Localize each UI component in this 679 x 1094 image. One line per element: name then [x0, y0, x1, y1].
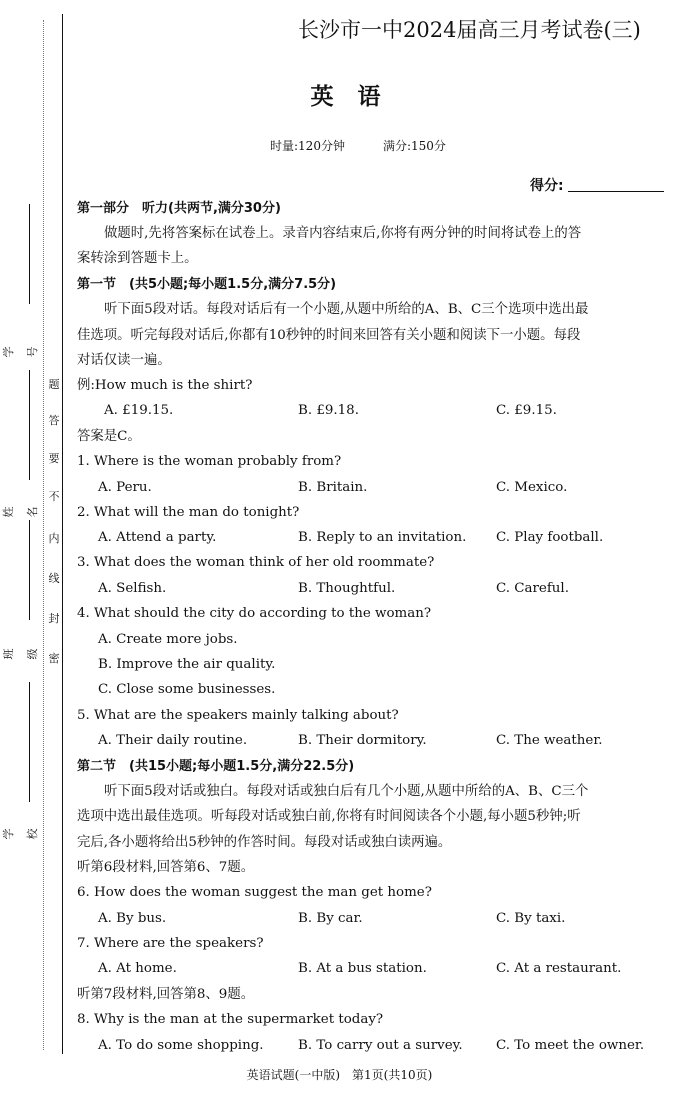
example-answer: 答案是C。	[77, 429, 141, 444]
question-4: 4. What should the city do according to the woman?	[77, 606, 432, 621]
material-7-heading: 听第7段材料,回答第8、9题。	[77, 987, 255, 1002]
score-blank[interactable]	[568, 191, 664, 192]
binding-char: 答	[48, 414, 60, 427]
section1-intro-line: 佳选项。听完每段对话后,你都有10秒钟的时间来回答有关小题和阅读下一小题。每段	[77, 328, 581, 343]
q1-option-c[interactable]: C. Mexico.	[496, 480, 568, 495]
q2-option-a[interactable]: A. Attend a party.	[98, 530, 217, 545]
class-label: 班级	[2, 648, 39, 660]
school-label: 学校	[2, 828, 39, 840]
q4-option-b[interactable]: B. Improve the air quality.	[98, 657, 276, 672]
q8-option-a[interactable]: A. To do some shopping.	[98, 1038, 264, 1053]
question-3: 3. What does the woman think of her old roommate?	[77, 555, 435, 570]
exam-info	[270, 137, 446, 154]
question-2: 2. What will the man do tonight?	[77, 505, 300, 520]
q6-option-c[interactable]: C. By taxi.	[496, 911, 566, 926]
binding-solid-line	[62, 14, 63, 1054]
q3-option-b[interactable]: B. Thoughtful.	[298, 581, 396, 596]
student-id-line[interactable]	[29, 204, 30, 304]
question-5: 5. What are the speakers mainly talking about?	[77, 708, 399, 723]
q7-option-a[interactable]: A. At home.	[98, 961, 177, 976]
section2-intro-line: 听下面5段对话或独白。每段对话或独白后有几个小题,从题中所给的A、B、C三个	[104, 784, 589, 799]
section2-heading: 第二节 (共15小题;每小题1.5分,满分22.5分)	[77, 759, 355, 774]
student-id-label: 学号	[2, 346, 39, 358]
q3-option-a[interactable]: A. Selfish.	[98, 581, 167, 596]
binding-dotted-line	[43, 20, 44, 1050]
q2-option-b[interactable]: B. Reply to an invitation.	[298, 530, 467, 545]
q5-option-c[interactable]: C. The weather.	[496, 733, 603, 748]
question-7: 7. Where are the speakers?	[77, 936, 264, 951]
example-option-a: A. £19.15.	[104, 403, 174, 418]
name-label: 姓名	[2, 506, 39, 518]
q5-option-b[interactable]: B. Their dormitory.	[298, 733, 427, 748]
q4-option-c[interactable]: C. Close some businesses.	[98, 682, 276, 697]
name-line[interactable]	[29, 370, 30, 480]
full-score: 满分:150分	[382, 139, 446, 153]
q8-option-c[interactable]: C. To meet the owner.	[496, 1038, 645, 1053]
binding-char: 内	[48, 532, 60, 545]
q4-option-a[interactable]: A. Create more jobs.	[98, 632, 238, 647]
q7-option-b[interactable]: B. At a bus station.	[298, 961, 427, 976]
section1-heading: 第一节 (共5小题;每小题1.5分,满分7.5分)	[77, 277, 337, 292]
question-1: 1. Where is the woman probably from?	[77, 454, 342, 469]
exam-title: 长沙市一中2024届高三月考试卷(三)	[298, 18, 641, 42]
binding-char: 密	[48, 652, 60, 665]
q1-option-a[interactable]: A. Peru.	[98, 480, 152, 495]
section2-intro-line: 选项中选出最佳选项。听每段对话或独白前,你将有时间阅读各个小题,每小题5秒钟;听	[77, 809, 581, 824]
q6-option-b[interactable]: B. By car.	[298, 911, 363, 926]
q8-option-b[interactable]: B. To carry out a survey.	[298, 1038, 463, 1053]
question-8: 8. Why is the man at the supermarket today?	[77, 1012, 384, 1027]
section1-intro-line: 听下面5段对话。每段对话后有一个小题,从题中所给的A、B、C三个选项中选出最	[104, 302, 589, 317]
q1-option-b[interactable]: B. Britain.	[298, 480, 368, 495]
part1-intro-line: 案转涂到答题卡上。	[77, 251, 198, 266]
q7-option-c[interactable]: C. At a restaurant.	[496, 961, 622, 976]
score-label: 得分:	[530, 178, 564, 194]
subject-title: 英语	[310, 83, 405, 110]
binding-char: 题	[48, 378, 60, 391]
section2-intro-line: 完后,各小题将给出5秒钟的作答时间。每段对话或独白读两遍。	[77, 835, 452, 850]
binding-char: 封	[48, 612, 60, 625]
q6-option-a[interactable]: A. By bus.	[98, 911, 167, 926]
class-line[interactable]	[29, 520, 30, 620]
question-6: 6. How does the woman suggest the man get home?	[77, 885, 432, 900]
part1-heading: 第一部分 听力(共两节,满分30分)	[77, 201, 281, 216]
example-question: 例:How much is the shirt?	[77, 378, 253, 393]
time-limit: 时量:120分钟	[270, 139, 345, 153]
binding-char: 线	[48, 572, 60, 585]
binding-char: 要	[48, 452, 60, 465]
q2-option-c[interactable]: C. Play football.	[496, 530, 604, 545]
example-option-b: B. £9.18.	[298, 403, 359, 418]
material-6-heading: 听第6段材料,回答第6、7题。	[77, 860, 255, 875]
example-option-c: C. £9.15.	[496, 403, 557, 418]
section1-intro-line: 对话仅读一遍。	[77, 353, 171, 368]
q3-option-c[interactable]: C. Careful.	[496, 581, 569, 596]
q5-option-a[interactable]: A. Their daily routine.	[98, 733, 248, 748]
school-line[interactable]	[29, 682, 30, 802]
part1-intro-line: 做题时,先将答案标在试卷上。录音内容结束后,你将有两分钟的时间将试卷上的答	[104, 226, 582, 241]
page-footer: 英语试题(一中版) 第1页(共10页)	[246, 1068, 433, 1082]
binding-char: 不	[48, 490, 60, 503]
